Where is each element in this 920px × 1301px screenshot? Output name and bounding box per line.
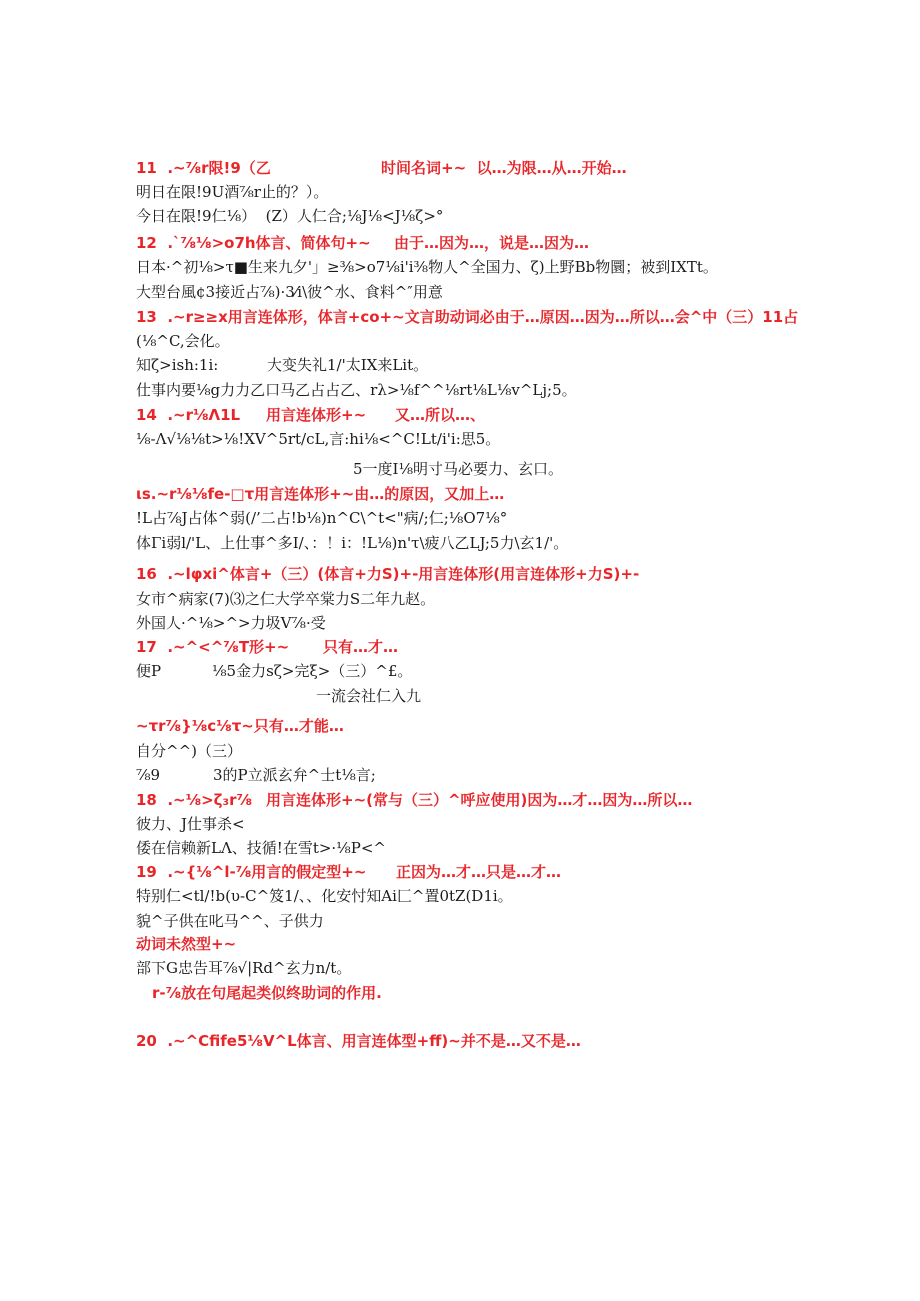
text-line-17: [0, 564, 920, 586]
line-9-segment-2: 大变失礼1/'太IX来Lit。: [267, 356, 429, 374]
text-line-2: [0, 182, 920, 204]
text-line-27: [0, 814, 920, 836]
line-12-segment-1: ⅛-Λ√⅛⅛t>⅛!XV^5rt/cL,言:hi⅛<^C!Lt∕i'i:思5。: [136, 430, 501, 448]
line-30-segment-1: 特别仁<tl∕!b(υ-C^笈1/、、化安忖知Ai匚^置0tZ(D1i。: [136, 887, 513, 905]
text-line-24: [0, 741, 920, 763]
line-26-segment-2: 用言连体形+~(常与（三）^呼应使用)因为…才…因为…所以…: [266, 791, 693, 809]
line-33-segment-1: 部下G忠告耳⅞√|Rd^玄力n/t。: [136, 959, 352, 977]
text-line-18: [0, 589, 920, 611]
line-32-segment-1: 动词未然型+~: [136, 935, 237, 953]
line-27-segment-1: 彼力、J仕事杀<: [136, 815, 245, 833]
text-line-7: [0, 307, 920, 329]
line-1-segment-2: 时间名词+~ 以…为限…从…开始…: [381, 159, 627, 177]
line-22-segment-1: 一流会社仁入九: [316, 687, 422, 705]
line-21-segment-1: 便P: [136, 662, 162, 680]
text-line-26: [0, 790, 920, 812]
text-line-30: [0, 886, 920, 908]
text-line-34: [0, 983, 920, 1005]
text-line-6: [0, 282, 920, 304]
text-line-22: [0, 686, 920, 708]
text-line-31: [0, 911, 920, 933]
line-11-segment-1: 14 .~r⅛Λ1L: [136, 406, 241, 424]
line-13-segment-1: 5一度I⅛明寸马必要力、玄口。: [353, 460, 564, 478]
text-line-5: [0, 257, 920, 279]
line-4-segment-2: 由于…因为…，说是…因为…: [394, 234, 590, 252]
text-line-10: [0, 380, 920, 402]
line-20-segment-2: 只有…才…: [323, 638, 399, 656]
line-19-segment-1: 外国人·^⅛>^>力圾V⅞·受: [136, 614, 326, 632]
text-line-13: [0, 459, 920, 481]
line-17-segment-1: 16 .~lφxi^体言+（三）(体言+力S)+-用言连体形(用言连体形+力S)+-: [136, 565, 640, 583]
line-6-segment-1: 大型台風¢3接近占⅞)·3⁄i\彼^水、食料^″用意: [136, 283, 443, 301]
text-line-20: [0, 637, 920, 659]
line-25-segment-1: ⅞9: [136, 766, 161, 784]
line-5-segment-1: 日本·^初⅛>τ■生来九夕'」≥⅜>o7⅛i'i⅜物人^全国力、ζ)上野Bb物圜；被到IXTt。: [136, 258, 718, 276]
line-18-segment-1: 女市^病家(7)⑶之仁大学卒棠力S二年九赵。: [136, 590, 436, 608]
line-31-segment-1: 貌^子供在叱马^^、子供力: [136, 912, 324, 930]
text-line-11: [0, 405, 920, 427]
line-35-segment-1: 20 .~^Cfife5⅛V^L体言、用言连体型+ff)~并不是…又不是…: [136, 1032, 581, 1050]
line-8-segment-1: (⅛^C,会化。: [136, 332, 230, 350]
line-1-segment-1: 11 .~⅞r限!9（乙: [136, 159, 271, 177]
line-11-segment-2: 用言连体形+~: [266, 406, 367, 424]
line-9-segment-1: 知ζ>ish:1i:: [136, 356, 219, 374]
text-line-8: [0, 331, 920, 353]
line-3-segment-1: 今日在限!9仁⅛） (Z）人仁合;⅛J⅛<J⅛ζ>°: [136, 207, 444, 225]
text-line-23: [0, 716, 920, 738]
line-34-segment-1: r-⅞放在句尾起类似终助词的作用.: [152, 984, 382, 1002]
line-2-segment-1: 明日在限!9U酒⅞r止的？）。: [136, 183, 329, 201]
text-line-25: [0, 765, 920, 787]
text-line-3: [0, 206, 920, 228]
line-29-segment-2: 正因为…才…只是…才…: [396, 863, 562, 881]
text-line-15: [0, 508, 920, 530]
text-line-35: [0, 1031, 920, 1053]
line-15-segment-1: !L占⅞J占体^弱(/’二占!b⅛)n^C\^t<"病/;仁;⅛O7⅛°: [136, 509, 508, 527]
text-line-29: [0, 862, 920, 884]
line-4-segment-1: 12 .`⅞⅛>o7h体言、简体句+~: [136, 234, 371, 252]
text-line-1: [0, 158, 920, 180]
line-20-segment-1: 17 .~^<^⅞T形+~: [136, 638, 290, 656]
text-line-9: [0, 355, 920, 377]
line-21-segment-2: ⅛5金力sζ>完ξ>（三）^£。: [212, 662, 413, 680]
line-14-segment-1: ιs.~r⅛⅛fe-□τ用言连体形+~由…的原因，又加上…: [136, 485, 505, 503]
text-line-16: [0, 533, 920, 555]
text-line-28: [0, 838, 920, 860]
text-line-14: [0, 484, 920, 506]
text-line-32: [0, 934, 920, 956]
line-26-segment-1: 18 .~⅛>ζ₃r⅞: [136, 791, 253, 809]
line-10-segment-1: 仕事内要⅛g力力乙口马乙占占乙、rλ>⅛f^^⅛rt⅛L⅛v^Lj;5。: [136, 381, 577, 399]
text-line-33: [0, 958, 920, 980]
line-23-segment-1: ~τr⅞}⅛c⅛τ~只有…才能…: [136, 717, 344, 735]
line-29-segment-1: 19 .~{⅛^l-⅞用言的假定型+~: [136, 863, 367, 881]
line-25-segment-2: 3的P立派玄弁^士t⅛言;: [213, 766, 376, 784]
line-7-segment-1: 13 .~r≥≥x用言连体形，体言+co+~文言助动词必由于…原因…因为…所以…会^中（三）11占: [136, 308, 799, 326]
line-28-segment-1: 倭在信赖新LΛ、技循!在雪t>·⅛P<^: [136, 839, 386, 857]
line-11-segment-3: 又…所以…、: [395, 406, 486, 424]
text-line-4: [0, 233, 920, 255]
text-line-21: [0, 661, 920, 683]
line-16-segment-1: 体Γi弱l/'L、上仕事^多I/、：！i：!L⅛)n'τ\疲八乙LJ;5力\玄1/'。: [136, 534, 569, 552]
line-24-segment-1: 自分^^)（三）: [136, 742, 242, 760]
text-line-19: [0, 613, 920, 635]
text-line-12: [0, 429, 920, 451]
